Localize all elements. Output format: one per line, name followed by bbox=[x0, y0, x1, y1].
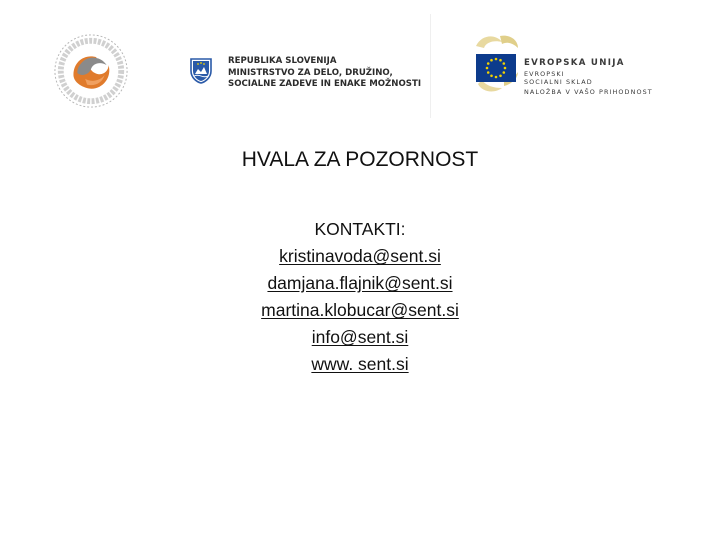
esf-subtitle: EVROPSKI bbox=[524, 70, 565, 78]
ministry-line: SOCIALNE ZADEVE IN ENAKE MOŽNOSTI bbox=[228, 79, 422, 89]
contact-email-link[interactable]: info@sent.si bbox=[311, 327, 409, 347]
sent-logo bbox=[52, 32, 130, 110]
eu-esf-logo bbox=[474, 32, 654, 98]
eu-title: EVROPSKA UNIJA bbox=[524, 58, 625, 68]
esf-subtitle: SOCIALNI SKLAD bbox=[524, 78, 593, 86]
eu-flag-icon bbox=[476, 54, 516, 82]
contact-email-link[interactable]: damjana.flajnik@sent.si bbox=[267, 273, 453, 293]
ministry-line: REPUBLIKA SLOVENIJA bbox=[228, 56, 337, 66]
website-link[interactable]: www. sent.si bbox=[311, 354, 409, 374]
ministry-name bbox=[228, 56, 428, 91]
page-title: HVALA ZA POZORNOST bbox=[241, 148, 479, 171]
contacts-block bbox=[0, 216, 720, 378]
logo-bar bbox=[0, 0, 720, 120]
contact-email-link[interactable]: martina.klobucar@sent.si bbox=[261, 300, 459, 320]
slovenia-coat-of-arms-icon bbox=[190, 58, 212, 84]
sent-emblem-icon bbox=[52, 32, 130, 110]
esf-slogan: NALOŽBA V VAŠO PRIHODNOST bbox=[524, 88, 653, 96]
contacts-label: KONTAKTI: bbox=[314, 219, 406, 239]
contact-email-link[interactable]: kristinavoda@sent.si bbox=[279, 246, 441, 266]
ministry-line: MINISTRSTVO ZA DELO, DRUŽINO, bbox=[228, 67, 393, 78]
logo-divider bbox=[430, 14, 431, 118]
